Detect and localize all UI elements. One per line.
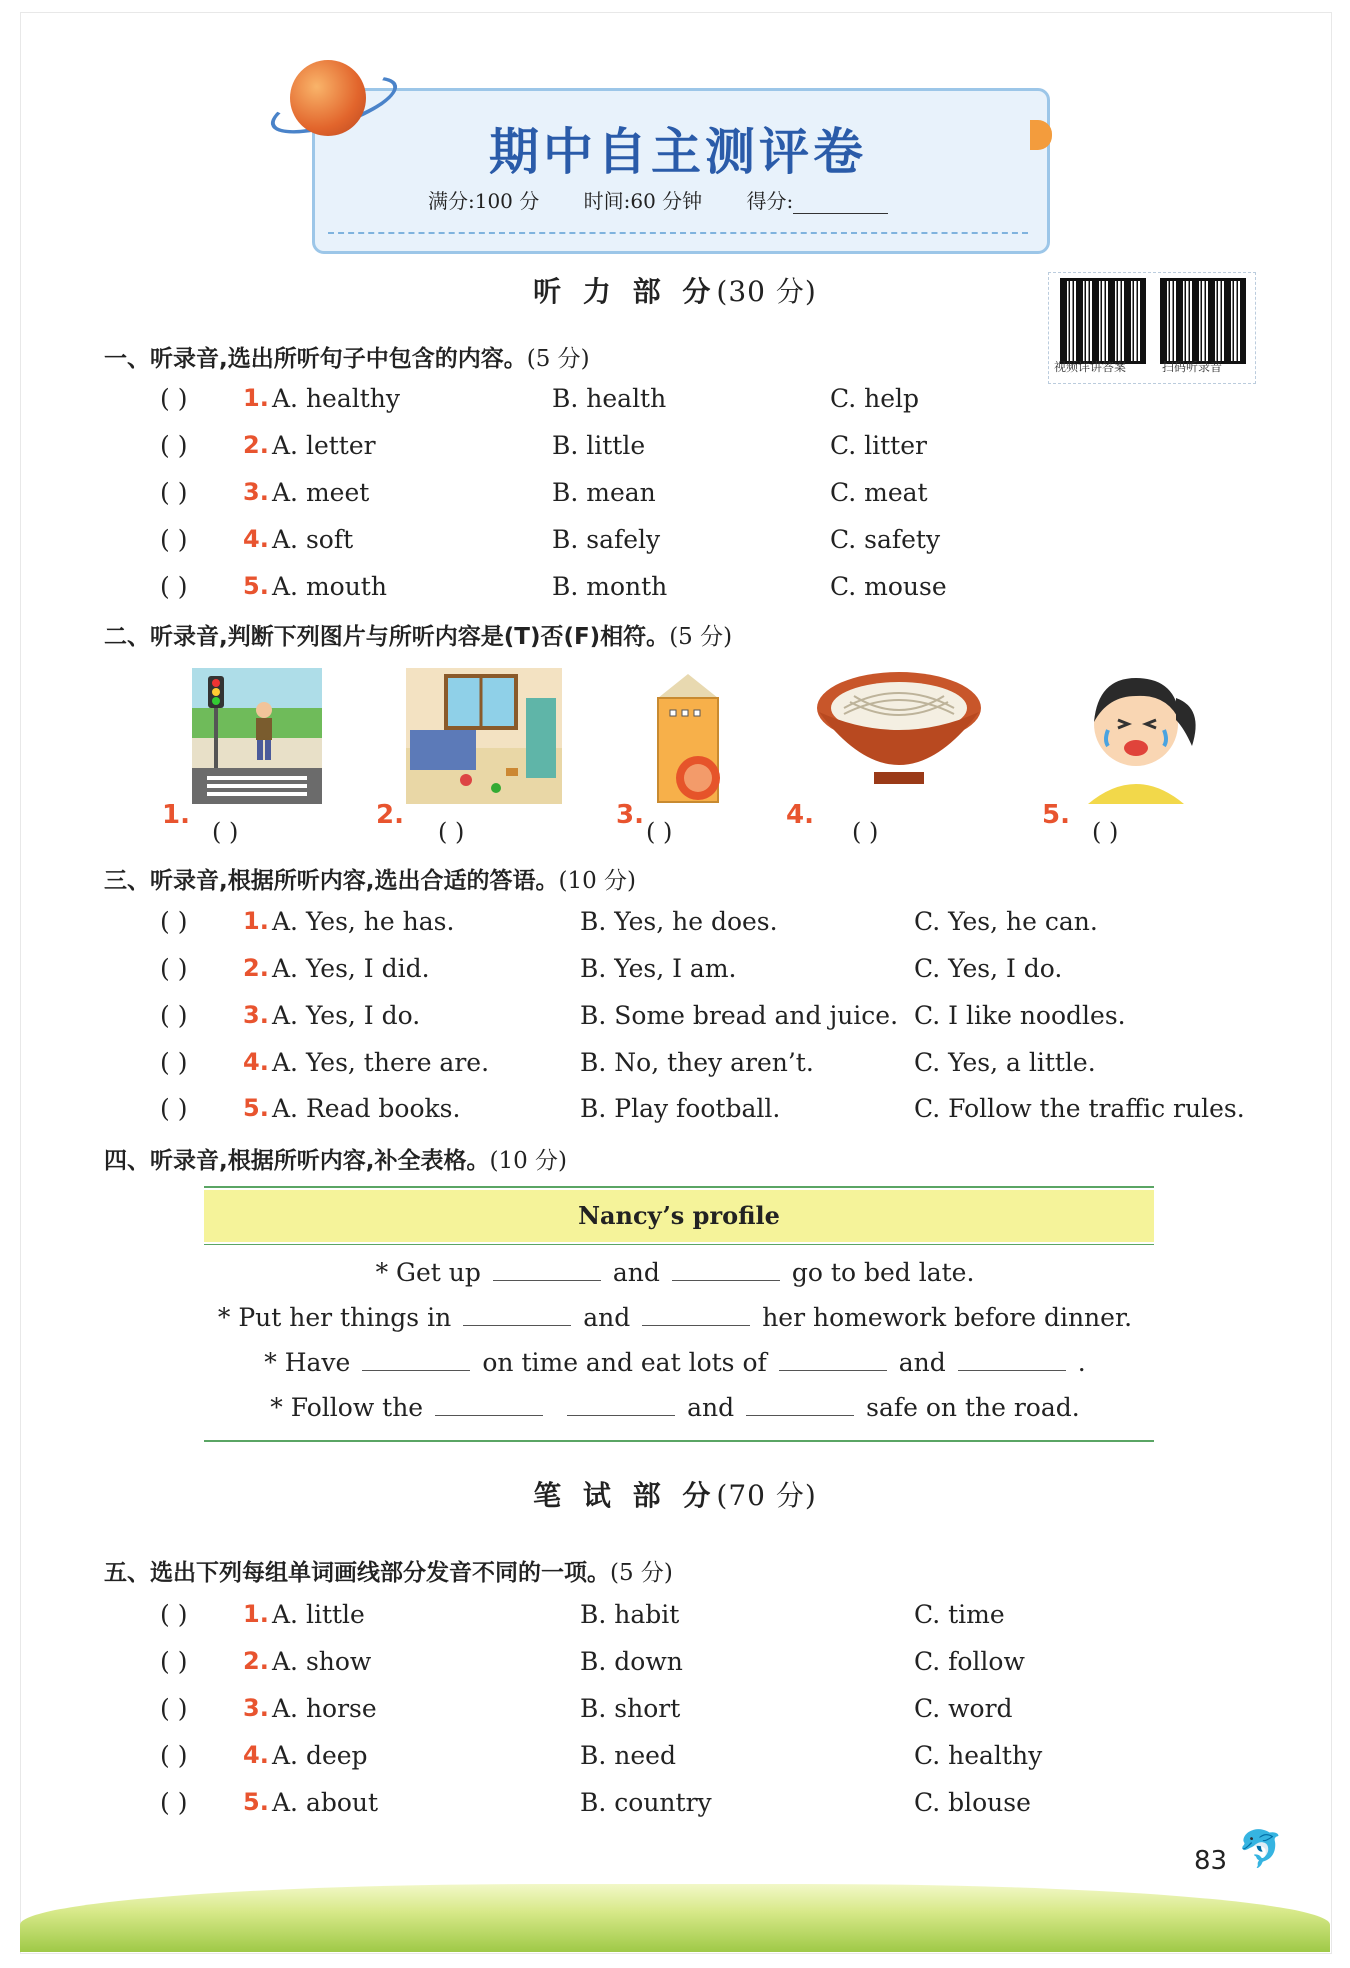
fill-blank[interactable] [642,1303,750,1326]
footer-wave [20,1884,1330,1952]
q3-row: ( ) 3. A. Yes, I do. B. Some bread and juice. C. I like noodles. [160,1001,1126,1030]
q5-row: ( ) 1. A. little B. habit C. time [160,1600,1005,1629]
table-rule [204,1186,1154,1188]
table-rule [204,1440,1154,1442]
q1-row: ( ) 4. A. soft B. safely C. safety [160,525,941,554]
fill-blank[interactable] [779,1348,887,1371]
q5-heading: 五、选出下列每组单词画线部分发音不同的一项。(5 分) [104,1560,673,1586]
answer-paren[interactable]: ( ) [160,1048,188,1077]
q3-heading: 三、听录音,根据所听内容,选出合适的答语。(10 分) [104,868,637,894]
q3-row: ( ) 5. A. Read books. B. Play football. C. Follow the traffic rules. [160,1094,1245,1123]
picture-number: 1. [162,800,190,830]
q2-heading: 二、听录音,判断下列图片与所听内容是(T)否(F)相符。(5 分) [104,624,733,650]
answer-paren[interactable]: ( ) [160,1694,188,1723]
q5-row: ( ) 3. A. horse B. short C. word [160,1694,1013,1723]
dolphin-icon: 🐬 [1238,1829,1283,1870]
profile-line: * Follow the and safe on the road. [270,1393,1080,1422]
exam-time: 时间:60 分钟 [583,189,703,213]
q3-row: ( ) 2. A. Yes, I did. B. Yes, I am. C. Yes, I do. [160,954,1063,983]
answer-paren[interactable]: ( ) [160,525,188,554]
q5-row: ( ) 2. A. show B. down C. follow [160,1647,1025,1676]
answer-paren[interactable]: ( ) [160,478,188,507]
answer-paren[interactable]: ( ) [646,818,673,846]
fill-blank[interactable] [493,1258,601,1281]
crying-girl-picture [1068,668,1204,804]
traffic-light-picture [192,668,322,804]
page-title: 期中自主测评卷 [489,123,867,181]
q1-row: ( ) 1. A. healthy B. health C. help [160,384,920,413]
exam-info [428,185,926,214]
written-section-title: 笔 试 部 分(70 分) [533,1479,817,1512]
table-title: Nancy’s profile [204,1190,1154,1242]
q3-row: ( ) 4. A. Yes, there are. B. No, they aren’t. C. Yes, a little. [160,1048,1096,1077]
score-blank[interactable] [793,195,888,214]
juice-carton-picture [648,668,728,804]
fill-blank[interactable] [958,1348,1066,1371]
fill-blank[interactable] [362,1348,470,1371]
answer-paren[interactable]: ( ) [160,907,188,936]
picture-number: 5. [1042,800,1070,830]
qr-label-answers: 视频详讲答案 [1054,360,1127,374]
answer-paren[interactable]: ( ) [160,954,188,983]
noodle-bowl-picture [814,668,984,804]
fill-blank[interactable] [463,1303,571,1326]
fill-blank[interactable] [746,1393,854,1416]
answer-paren[interactable]: ( ) [160,1788,188,1817]
profile-line: * Have on time and eat lots of and . [264,1348,1086,1377]
q3-row: ( ) 1. A. Yes, he has. B. Yes, he does. C. Yes, he can. [160,907,1098,936]
banner-dash [328,232,1028,234]
q1-row: ( ) 2. A. letter B. little C. litter [160,431,927,460]
q4-heading: 四、听录音,根据所听内容,补全表格。(10 分) [104,1148,568,1174]
profile-line: * Get up and go to bed late. [375,1258,975,1287]
answer-paren[interactable]: ( ) [160,1094,188,1123]
q5-row: ( ) 5. A. about B. country C. blouse [160,1788,1031,1817]
listening-section-title: 听 力 部 分(30 分) [533,275,817,308]
answer-paren[interactable]: ( ) [1092,818,1119,846]
profile-line: * Put her things in and her homework before dinner. [217,1303,1133,1332]
fill-blank[interactable] [672,1258,780,1281]
answer-paren[interactable]: ( ) [852,818,879,846]
full-score: 满分:100 分 [428,189,540,213]
messy-room-picture [406,668,562,804]
answer-paren[interactable]: ( ) [212,818,239,846]
picture-number: 2. [376,800,404,830]
q1-heading: 一、听录音,选出所听句子中包含的内容。(5 分) [104,346,590,372]
answer-paren[interactable]: ( ) [160,1647,188,1676]
page-number: 83 [1194,1846,1228,1876]
fill-blank[interactable] [435,1393,543,1416]
table-rule [204,1244,1154,1245]
q1-row: ( ) 5. A. mouth B. month C. mouse [160,572,947,601]
picture-number: 3. [616,800,644,830]
answer-paren[interactable]: ( ) [438,818,465,846]
q1-row: ( ) 3. A. meet B. mean C. meat [160,478,928,507]
q5-row: ( ) 4. A. deep B. need C. healthy [160,1741,1043,1770]
answer-paren[interactable]: ( ) [160,572,188,601]
answer-paren[interactable]: ( ) [160,1600,188,1629]
score-field: 得分: [747,189,889,213]
answer-paren[interactable]: ( ) [160,1001,188,1030]
picture-number: 4. [786,800,814,830]
answer-paren[interactable]: ( ) [160,1741,188,1770]
fill-blank[interactable] [567,1393,675,1416]
qr-label-audio: 扫码听录音 [1162,360,1223,374]
answer-paren[interactable]: ( ) [160,431,188,460]
answer-paren[interactable]: ( ) [160,384,188,413]
